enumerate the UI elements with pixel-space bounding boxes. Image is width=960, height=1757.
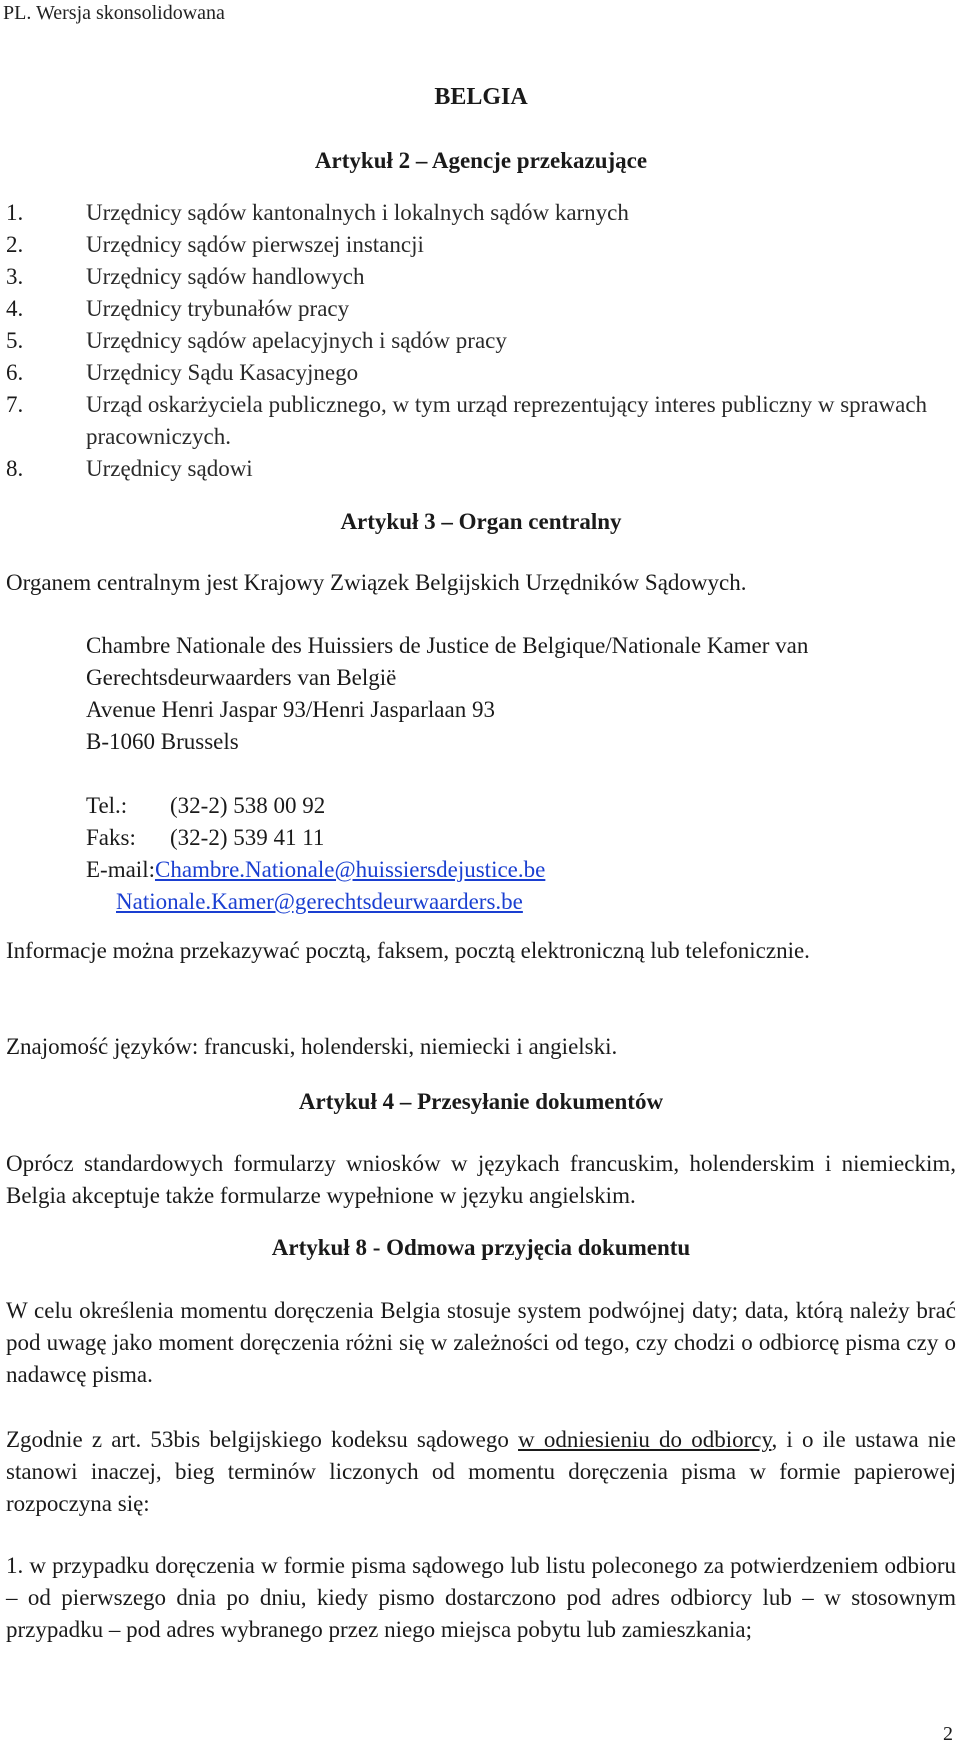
list-item xyxy=(6,389,956,453)
list-item-number: 2. xyxy=(6,232,24,257)
page-number: 2 xyxy=(943,1723,953,1745)
email-link-chambre[interactable]: Chambre.Nationale@huissiersdejustice.be xyxy=(154,857,546,882)
country-heading: BELGIA xyxy=(434,84,528,110)
article-4-text: Oprócz standardowych formularzy wniosków w językach francuskim, holenderskim i niemieckim, Belgia akceptuje także formularze wypełnione w języku angielskim. xyxy=(6,1151,956,1208)
city-address: B-1060 Brussels xyxy=(86,729,239,754)
central-body-intro: Organem centralnym jest Krajowy Związek Belgijskich Urzędników Sądowych. xyxy=(6,570,747,595)
fax-label: Faks: xyxy=(86,825,136,850)
email-row-secondary xyxy=(86,886,956,918)
paragraph-text: , i o ile ustawa nie stanowi inaczej, bieg terminów liczonych od momentu doręczenia pisma w formie papierowej rozpoczyna się: xyxy=(6,1427,956,1516)
underlined-phrase: w odniesieniu do odbiorcy xyxy=(518,1427,772,1452)
email-label: E-mail: xyxy=(86,857,155,882)
street-address: Avenue Henri Jaspar 93/Henri Jasparlaan 93 xyxy=(86,697,495,722)
article-4-heading: Artykuł 4 – Przesyłanie dokumentów xyxy=(298,1089,664,1114)
list-item xyxy=(6,293,956,325)
list-item xyxy=(6,325,956,357)
email-row xyxy=(86,854,956,886)
article-8-paragraph-3: 1. w przypadku doręczenia w formie pisma sądowego lub listu poleconego za potwierdzeniem odbioru – od pierwszego dnia po dniu, kiedy pismo dostarczono pod adres odbiorcy lub – w stosownym przypadku – pod adres wybranego przez niego miejsca pobytu lub zamieszkania; xyxy=(6,1553,956,1642)
list-item-text: Urzędnicy sądów kantonalnych i lokalnych sądów karnych xyxy=(86,200,629,225)
list-item xyxy=(6,453,956,485)
central-body-address xyxy=(86,630,956,918)
transmission-info: Informacje można przekazywać pocztą, faksem, pocztą elektroniczną lub telefonicznie. xyxy=(6,938,810,963)
list-item xyxy=(6,197,956,229)
list-item-text: Urzędnicy Sądu Kasacyjnego xyxy=(86,360,359,385)
transmitting-agencies-list xyxy=(6,197,956,485)
organization-name: Chambre Nationale des Huissiers de Justice de Belgique/Nationale Kamer van Gerechtsdeurwaarders van België xyxy=(86,633,809,690)
article-2-heading: Artykuł 2 – Agencje przekazujące xyxy=(314,148,648,173)
article-8-paragraph-1: W celu określenia momentu doręczenia Belgia stosuje system podwójnej daty; data, którą należy brać pod uwagę jako moment doręczenia różni się w zależności od tego, czy chodzi o odbiorcę pisma czy o nadawcę pisma. xyxy=(6,1298,956,1387)
paragraph-text: Zgodnie z art. 53bis belgijskiego kodeksu sądowego xyxy=(6,1427,519,1452)
list-item-number: 4. xyxy=(6,296,24,321)
list-item-number: 5. xyxy=(6,328,24,353)
list-item-number: 8. xyxy=(6,456,24,481)
list-item xyxy=(6,357,956,389)
fax-row xyxy=(86,822,956,854)
phone-row xyxy=(86,790,956,822)
list-item-text: Urzędnicy sądów handlowych xyxy=(86,264,365,289)
list-item-number: 7. xyxy=(6,392,24,417)
article-8-paragraph-2 xyxy=(6,1424,956,1520)
list-item-text: Urzędnicy sądów pierwszej instancji xyxy=(86,232,424,257)
list-item xyxy=(6,229,956,261)
language-knowledge: Znajomość języków: francuski, holenderski, niemiecki i angielski. xyxy=(6,1034,618,1059)
phone-number: (32-2) 538 00 92 xyxy=(170,793,326,818)
list-item xyxy=(6,261,956,293)
list-item-number: 3. xyxy=(6,264,24,289)
list-item-number: 6. xyxy=(6,360,24,385)
list-item-number: 1. xyxy=(6,200,24,225)
document-version-label: PL. Wersja skonsolidowana xyxy=(3,2,225,24)
fax-number: (32-2) 539 41 11 xyxy=(170,825,325,850)
article-3-heading: Artykuł 3 – Organ centralny xyxy=(340,509,622,534)
article-8-heading: Artykuł 8 - Odmowa przyjęcia dokumentu xyxy=(271,1235,691,1260)
phone-label: Tel.: xyxy=(86,793,128,818)
email-link-kamer[interactable]: Nationale.Kamer@gerechtsdeurwaarders.be xyxy=(116,889,523,914)
list-item-text: Urzędnicy trybunałów pracy xyxy=(86,296,350,321)
list-item-text: Urząd oskarżyciela publicznego, w tym urząd reprezentujący interes publiczny w sprawach pracowniczych. xyxy=(86,392,928,449)
list-item-text: Urzędnicy sądowi xyxy=(86,456,253,481)
list-item-text: Urzędnicy sądów apelacyjnych i sądów pracy xyxy=(86,328,507,353)
